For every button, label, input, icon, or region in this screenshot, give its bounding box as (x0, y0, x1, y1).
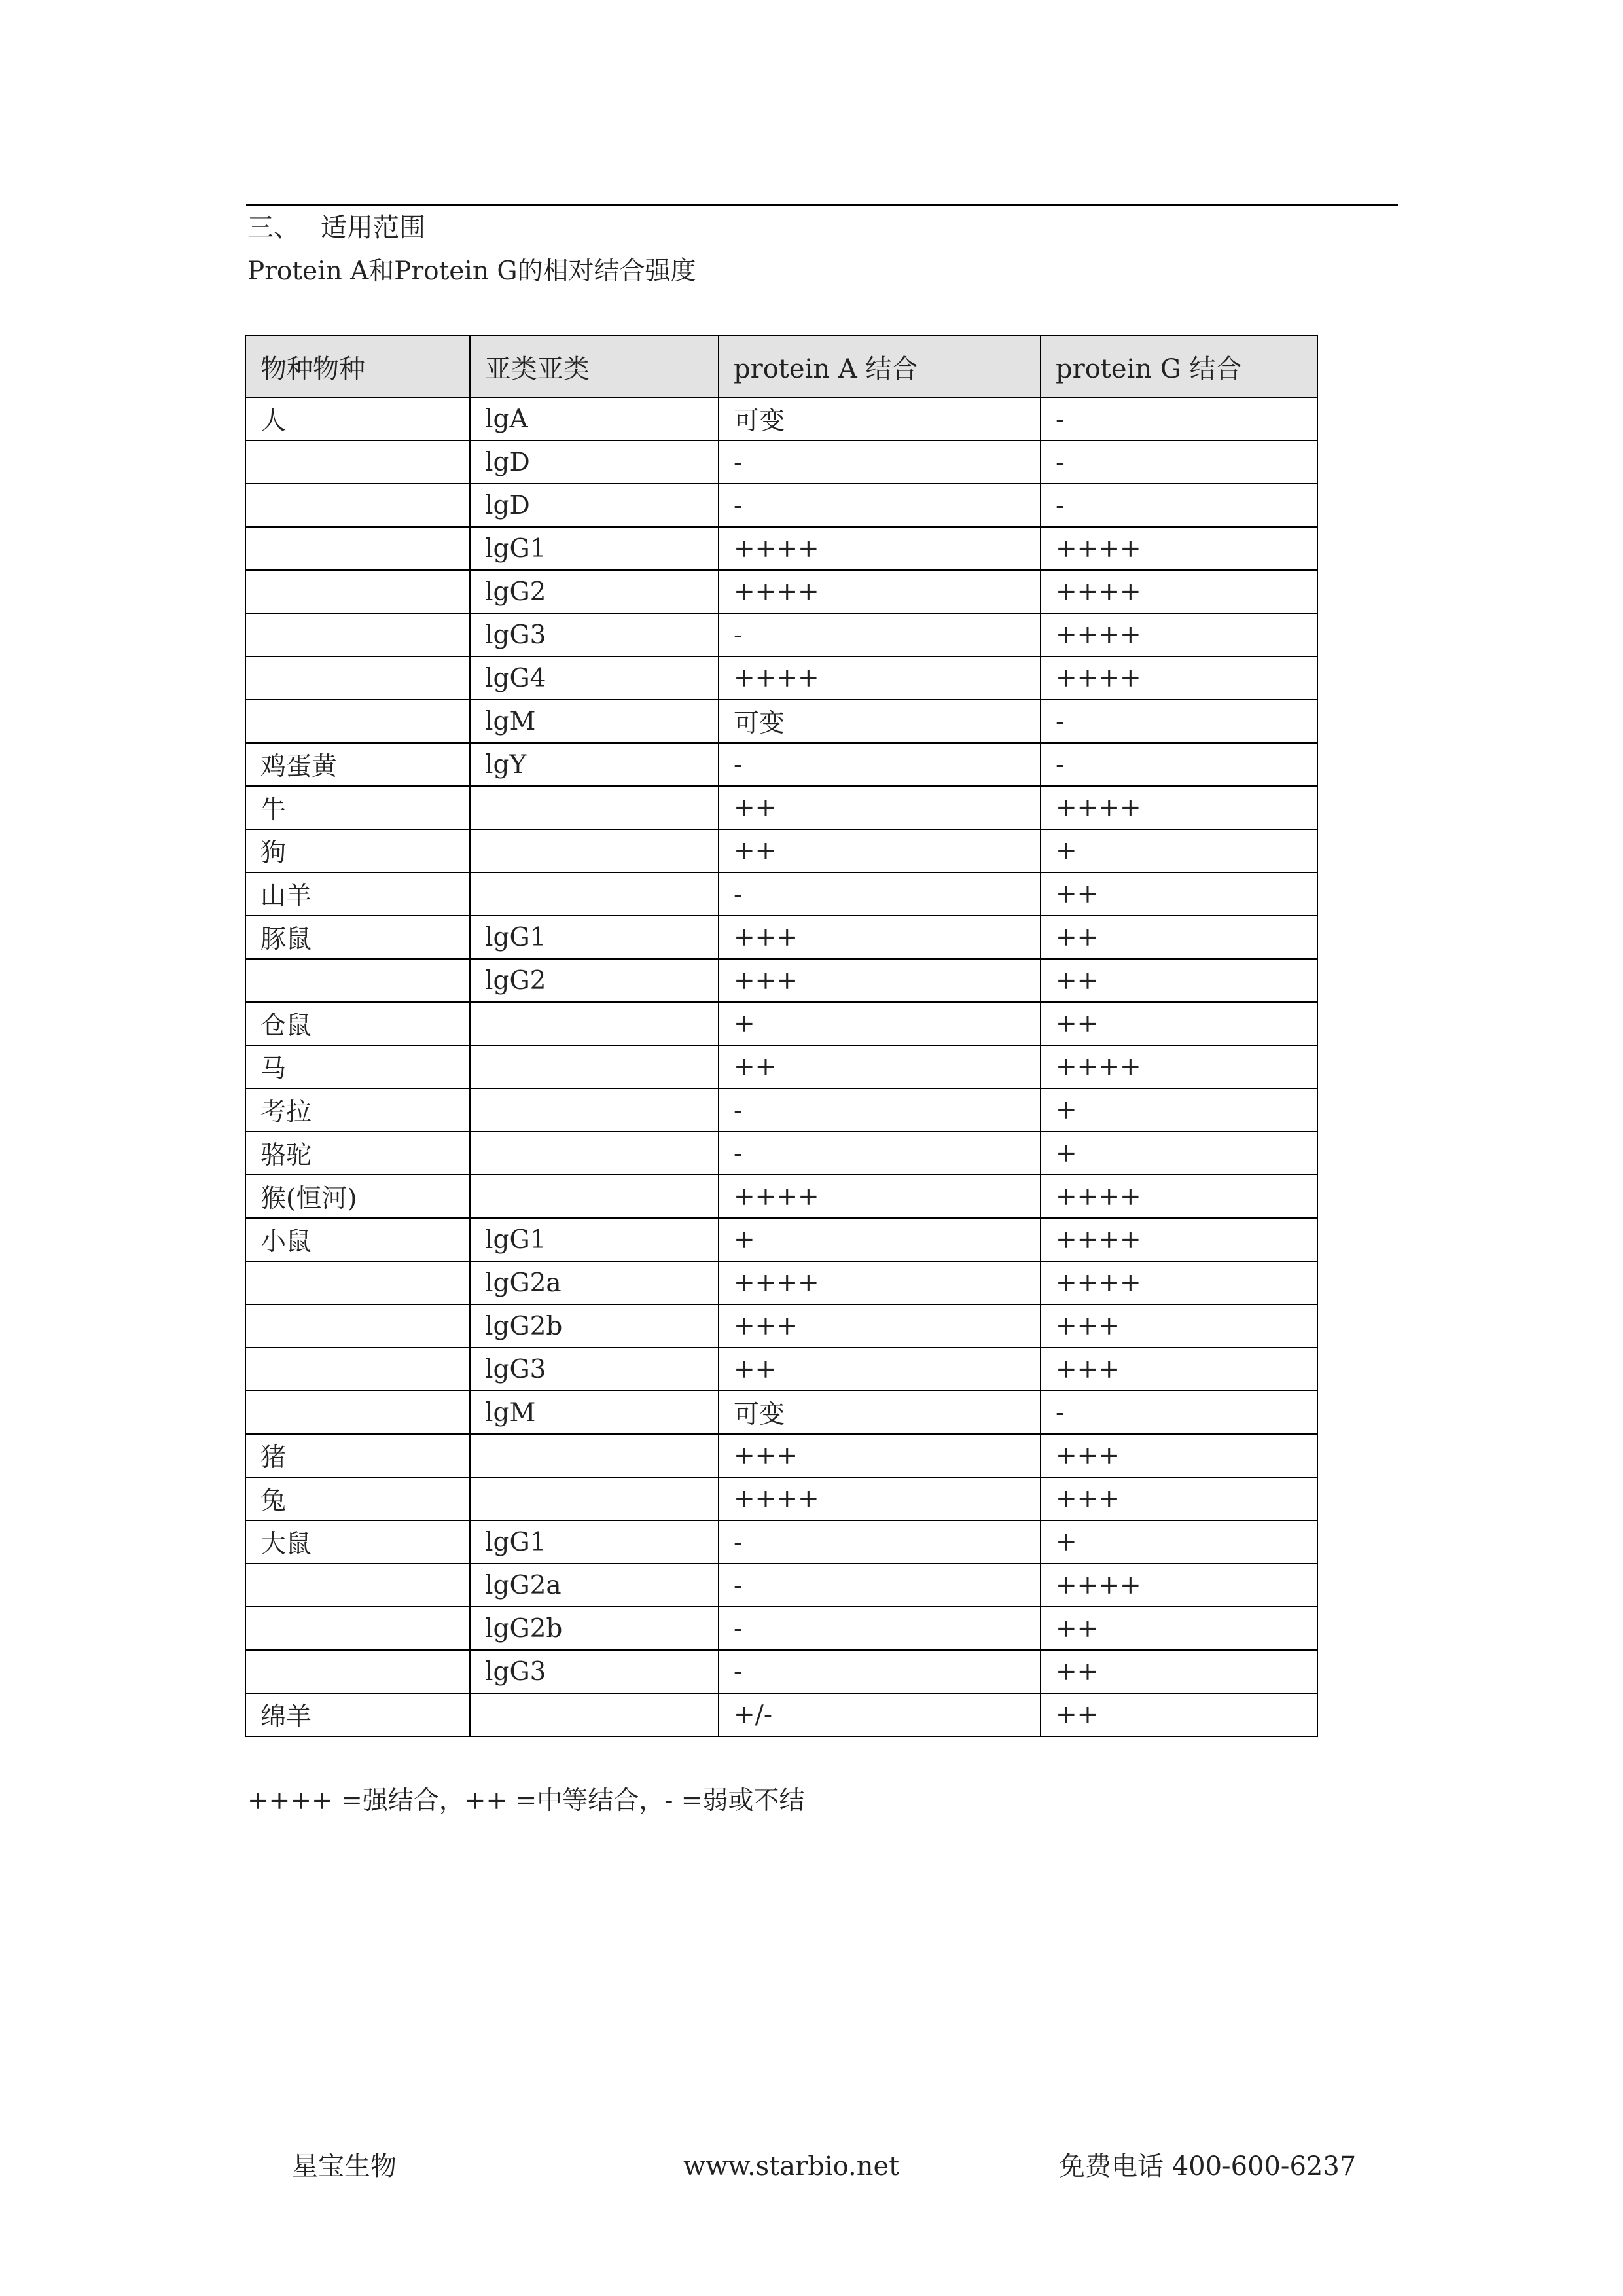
cell-protein-a: +++ (719, 959, 1041, 1002)
cell-protein-a: ++++ (719, 527, 1041, 570)
cell-protein-a: ++++ (719, 1477, 1041, 1520)
cell-subclass (470, 872, 719, 916)
cell-species: 仓鼠 (245, 1002, 470, 1045)
cell-subclass (470, 1045, 719, 1088)
cell-species: 小鼠 (245, 1218, 470, 1261)
cell-protein-a: - (719, 1132, 1041, 1175)
header-species: 物种物种 (245, 336, 470, 397)
table-row (245, 397, 1317, 440)
section-number: 三、 (247, 213, 300, 243)
cell-species (245, 656, 470, 700)
cell-subclass (470, 829, 719, 872)
footer-website: www.starbio.net (683, 2151, 900, 2181)
table-row (245, 700, 1317, 743)
cell-protein-g: + (1041, 1088, 1317, 1132)
cell-protein-a: - (719, 1607, 1041, 1650)
cell-subclass (470, 1693, 719, 1736)
cell-protein-g: ++ (1041, 959, 1317, 1002)
cell-protein-a: +++ (719, 1304, 1041, 1348)
cell-protein-a: + (719, 1218, 1041, 1261)
cell-protein-g: ++++ (1041, 656, 1317, 700)
cell-species (245, 527, 470, 570)
table-row (245, 1002, 1317, 1045)
table-row (245, 1477, 1317, 1520)
cell-species: 豚鼠 (245, 916, 470, 959)
cell-subclass: lgG2 (470, 959, 719, 1002)
cell-subclass (470, 1434, 719, 1477)
cell-protein-g: ++++ (1041, 613, 1317, 656)
cell-species: 人 (245, 397, 470, 440)
table-caption: Protein A和Protein G的相对结合强度 (247, 257, 696, 286)
cell-species (245, 613, 470, 656)
cell-subclass: lgG1 (470, 1218, 719, 1261)
table-row (245, 1088, 1317, 1132)
cell-protein-g: ++++ (1041, 527, 1317, 570)
cell-subclass: lgG2 (470, 570, 719, 613)
table-row (245, 786, 1317, 829)
cell-species: 猴(恒河) (245, 1175, 470, 1218)
cell-species: 兔 (245, 1477, 470, 1520)
cell-species (245, 1391, 470, 1434)
cell-species (245, 959, 470, 1002)
cell-species: 马 (245, 1045, 470, 1088)
cell-protein-a: - (719, 872, 1041, 916)
header-protein-a: protein A 结合 (719, 336, 1041, 397)
cell-species: 鸡蛋黄 (245, 743, 470, 786)
cell-protein-g: ++++ (1041, 1175, 1317, 1218)
cell-protein-a: - (719, 440, 1041, 484)
header-subclass: 亚类亚类 (470, 336, 719, 397)
table-row (245, 613, 1317, 656)
cell-protein-g: ++++ (1041, 1218, 1317, 1261)
cell-protein-g: ++ (1041, 872, 1317, 916)
cell-protein-a: ++++ (719, 1261, 1041, 1304)
cell-species: 绵羊 (245, 1693, 470, 1736)
cell-species (245, 1304, 470, 1348)
cell-species: 骆驼 (245, 1132, 470, 1175)
cell-species (245, 1650, 470, 1693)
cell-species (245, 1607, 470, 1650)
cell-protein-g: ++ (1041, 1607, 1317, 1650)
cell-protein-g: - (1041, 743, 1317, 786)
cell-subclass (470, 1088, 719, 1132)
cell-protein-a: ++ (719, 1348, 1041, 1391)
cell-protein-g: +++ (1041, 1304, 1317, 1348)
cell-protein-g: ++ (1041, 1650, 1317, 1693)
cell-protein-a: - (719, 1564, 1041, 1607)
cell-species (245, 570, 470, 613)
cell-subclass: lgG1 (470, 1520, 719, 1564)
footer-company-name: 星宝生物 (292, 2151, 397, 2181)
cell-subclass: lgG1 (470, 916, 719, 959)
cell-species (245, 1564, 470, 1607)
cell-species (245, 1261, 470, 1304)
table-row (245, 1650, 1317, 1693)
table-row (245, 1132, 1317, 1175)
cell-protein-g: ++ (1041, 916, 1317, 959)
cell-protein-a: +++ (719, 916, 1041, 959)
table-row (245, 440, 1317, 484)
cell-protein-g: +++ (1041, 1348, 1317, 1391)
cell-protein-a: - (719, 1088, 1041, 1132)
cell-protein-g: + (1041, 1520, 1317, 1564)
cell-protein-g: ++++ (1041, 1261, 1317, 1304)
cell-species: 牛 (245, 786, 470, 829)
cell-protein-a: ++++ (719, 656, 1041, 700)
cell-protein-g: - (1041, 397, 1317, 440)
cell-protein-g: ++++ (1041, 786, 1317, 829)
cell-subclass: lgY (470, 743, 719, 786)
cell-subclass: lgD (470, 484, 719, 527)
table-header-row (245, 336, 1317, 397)
cell-species (245, 1348, 470, 1391)
cell-protein-a: - (719, 613, 1041, 656)
cell-protein-g: - (1041, 440, 1317, 484)
cell-subclass: lgG2b (470, 1607, 719, 1650)
table-row (245, 916, 1317, 959)
table-row (245, 1045, 1317, 1088)
cell-subclass (470, 1175, 719, 1218)
table-row (245, 1348, 1317, 1391)
cell-protein-a: - (719, 743, 1041, 786)
table-row (245, 829, 1317, 872)
cell-subclass (470, 1002, 719, 1045)
cell-subclass: lgG1 (470, 527, 719, 570)
table-row (245, 1261, 1317, 1304)
cell-species: 考拉 (245, 1088, 470, 1132)
cell-subclass: lgA (470, 397, 719, 440)
cell-species (245, 440, 470, 484)
section-heading (247, 208, 425, 247)
cell-subclass: lgG4 (470, 656, 719, 700)
cell-protein-a: + (719, 1002, 1041, 1045)
cell-protein-g: ++++ (1041, 570, 1317, 613)
table-row (245, 570, 1317, 613)
cell-protein-a: - (719, 484, 1041, 527)
table-row (245, 1218, 1317, 1261)
cell-subclass: lgG2a (470, 1261, 719, 1304)
table-row (245, 656, 1317, 700)
cell-protein-g: - (1041, 1391, 1317, 1434)
cell-subclass: lgG2a (470, 1564, 719, 1607)
cell-protein-g: ++ (1041, 1002, 1317, 1045)
cell-species (245, 484, 470, 527)
table-body (245, 397, 1317, 1736)
cell-protein-a: 可变 (719, 1391, 1041, 1434)
cell-subclass: lgG3 (470, 613, 719, 656)
table-row (245, 1304, 1317, 1348)
table-row (245, 743, 1317, 786)
table-row (245, 1391, 1317, 1434)
cell-protein-g: + (1041, 1132, 1317, 1175)
table-row (245, 1434, 1317, 1477)
cell-subclass: lgG3 (470, 1348, 719, 1391)
cell-subclass: lgG2b (470, 1304, 719, 1348)
cell-protein-a: +++ (719, 1434, 1041, 1477)
cell-protein-a: 可变 (719, 700, 1041, 743)
cell-protein-a: - (719, 1520, 1041, 1564)
cell-protein-a: 可变 (719, 397, 1041, 440)
table-row (245, 1564, 1317, 1607)
table-legend: ++++ =强结合，++ =中等结合，- =弱或不结 (247, 1786, 805, 1816)
table-row (245, 959, 1317, 1002)
table-row (245, 1175, 1317, 1218)
table-row (245, 1520, 1317, 1564)
cell-protein-g: + (1041, 829, 1317, 872)
binding-strength-table (245, 335, 1318, 1737)
cell-species: 猪 (245, 1434, 470, 1477)
table-row (245, 872, 1317, 916)
cell-subclass (470, 786, 719, 829)
cell-subclass: lgG3 (470, 1650, 719, 1693)
cell-subclass (470, 1132, 719, 1175)
cell-protein-a: ++ (719, 829, 1041, 872)
cell-protein-a: ++++ (719, 1175, 1041, 1218)
header-protein-g: protein G 结合 (1041, 336, 1317, 397)
cell-protein-g: +++ (1041, 1434, 1317, 1477)
cell-species: 山羊 (245, 872, 470, 916)
footer-phone: 免费电话 400-600-6237 (1059, 2151, 1357, 2181)
cell-subclass: lgD (470, 440, 719, 484)
table-row (245, 527, 1317, 570)
table-row (245, 1693, 1317, 1736)
cell-subclass: lgM (470, 700, 719, 743)
cell-protein-g: +++ (1041, 1477, 1317, 1520)
cell-subclass (470, 1477, 719, 1520)
section-title: 适用范围 (321, 213, 425, 243)
cell-species: 大鼠 (245, 1520, 470, 1564)
cell-protein-g: - (1041, 484, 1317, 527)
cell-protein-a: ++ (719, 1045, 1041, 1088)
cell-protein-a: +/- (719, 1693, 1041, 1736)
cell-protein-g: ++ (1041, 1693, 1317, 1736)
table-row (245, 1607, 1317, 1650)
cell-protein-g: - (1041, 700, 1317, 743)
header-rule (246, 204, 1398, 206)
cell-protein-a: - (719, 1650, 1041, 1693)
cell-species: 狗 (245, 829, 470, 872)
cell-protein-a: ++ (719, 786, 1041, 829)
table-row (245, 484, 1317, 527)
cell-species (245, 700, 470, 743)
cell-subclass: lgM (470, 1391, 719, 1434)
cell-protein-g: ++++ (1041, 1564, 1317, 1607)
cell-protein-a: ++++ (719, 570, 1041, 613)
cell-protein-g: ++++ (1041, 1045, 1317, 1088)
